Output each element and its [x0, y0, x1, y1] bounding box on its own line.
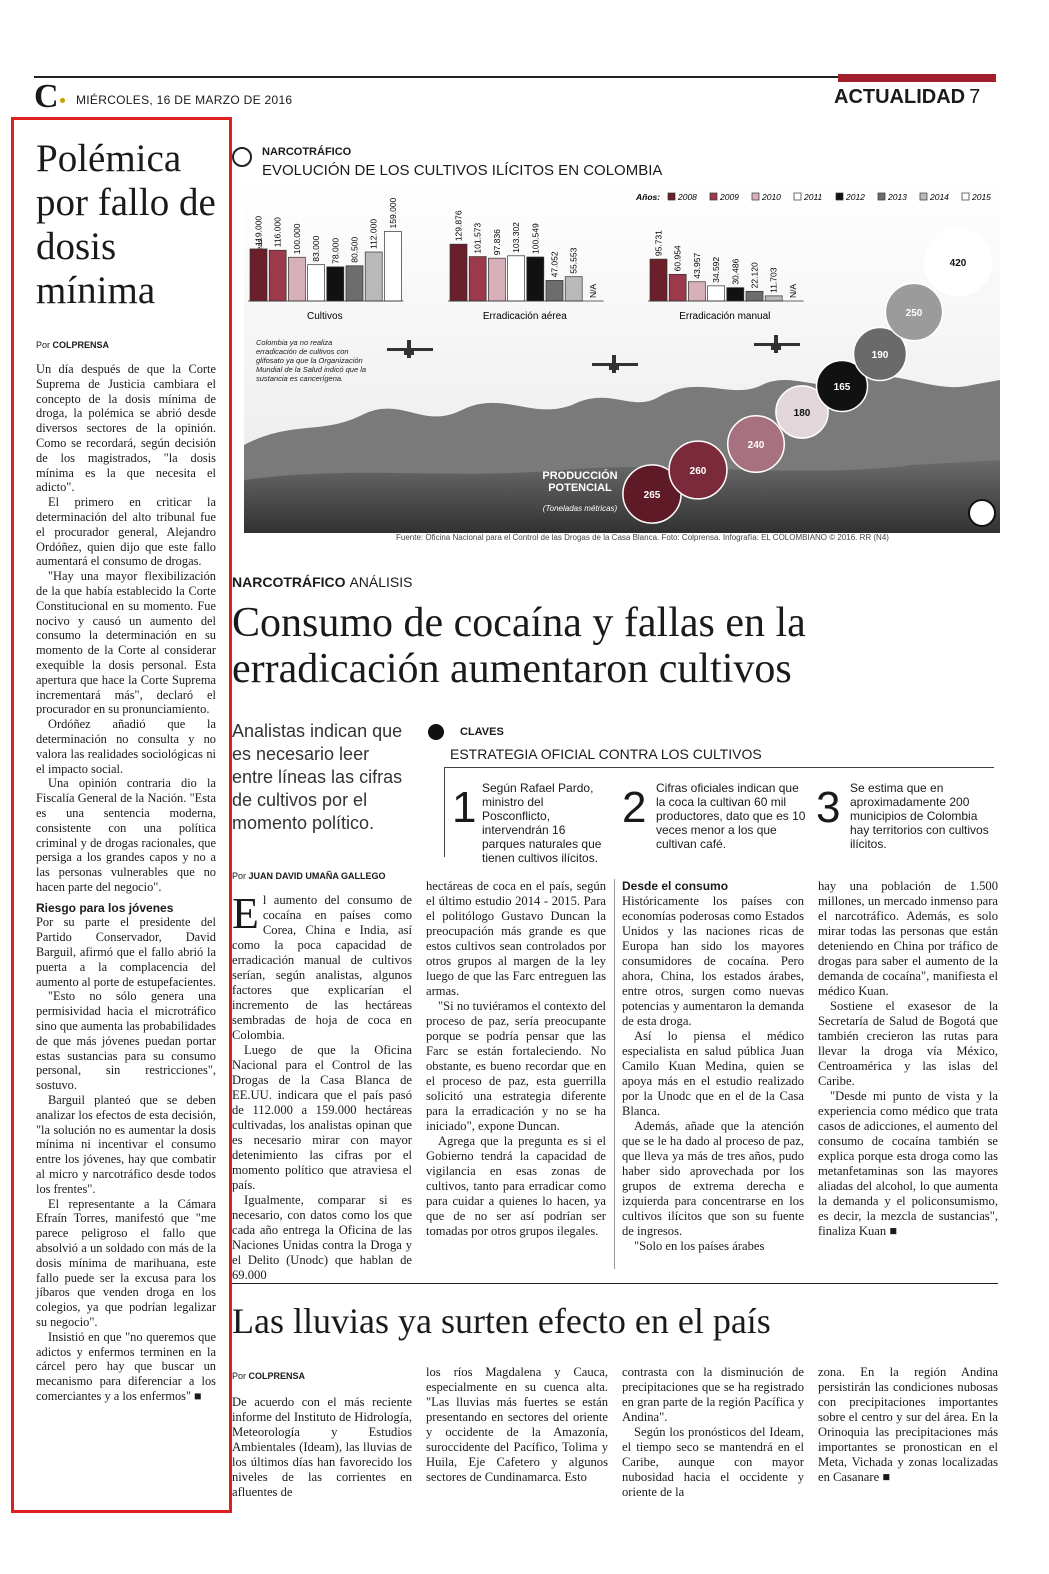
legend-title: Años:	[636, 192, 661, 202]
legend-swatch	[920, 193, 927, 200]
paragraph: "Solo en los países árabes	[634, 1239, 765, 1253]
bar-value-label: 112.000	[368, 218, 379, 249]
bar-value-label: 78.000	[330, 237, 341, 264]
paragraph: contrasta con la disminución de precipitaciones que se ha registrado en gran parte de la región Pacífica y Andina".	[622, 1365, 804, 1424]
clave-text: Según Rafael Pardo, ministro del Posconflicto, intervendrán 16 parques naturales que tienen cultivos ilícitos.	[482, 781, 602, 865]
paragraph: Luego de que la Oficina Nacional para el Control de las Drogas de la Casa Blanca de EE.UU. indicara que el país pasó de 112.000 a 159.000 hectáreas cultivadas, los analistas opinan que es necesario mirar con mayor detenimiento las cifras por el momento político que atraviesa el país.	[232, 1043, 412, 1192]
bar	[384, 231, 401, 301]
subhead: Riesgo para los jóvenes	[36, 900, 174, 915]
kicker-tag: ANÁLISIS	[349, 574, 413, 590]
clave-text: Se estima que en aproximadamente 200 municipios de Colombia hay territorios con cultivos ilícitos.	[850, 781, 989, 851]
claves-label: CLAVES	[460, 726, 504, 738]
paragraph: Así lo piensa el médico especialista en salud pública Juan Camilo Kuan Medina, quien se apoya más en el estudio realizado por la Unodc que en el de la Casa Blanca.	[622, 1029, 804, 1118]
left-byline	[36, 340, 109, 350]
bottom-column-3	[622, 1365, 804, 1500]
paragraph: hay una población de 1.500 millones, un mercado inmenso para el narcotráfico. Además, es solo mirar todas las personas que están deteniendo en China por tráfico de drogas para saber el aumento de la demanda de cocaína", manifiesta el médico Kuan.	[818, 879, 998, 998]
paragraph: Según los pronósticos del Ideam, el tiempo seco se mantendrá en el Caribe, aunque con mayor nubosidad hacia el occidente y oriente de la	[622, 1425, 804, 1499]
legend-label: 2010	[762, 192, 781, 202]
infographic-note: Colombia ya no realiza erradicación de cultivos con glifosato ya que la Organización Mundial de la Salud indicó que la sustancia es cancerígena.	[256, 338, 367, 383]
paragraph	[232, 889, 412, 1043]
clave-number: 3	[816, 783, 841, 832]
bar	[765, 296, 782, 301]
bar	[288, 257, 305, 301]
main-column-2	[426, 879, 606, 1239]
paragraph: Por su parte el presidente del Partido Conservador, David Barguil, afirmó que el fallo abrió la puerta a la complacencia del aumento al porte de estupefacientes.	[36, 915, 216, 989]
legend-swatch	[794, 193, 801, 200]
bar	[250, 249, 267, 301]
bar	[450, 244, 467, 301]
byline-author: COLPRENSA	[248, 1371, 306, 1381]
paragraph: Un día después de que la Corte Suprema de Justicia cambiara el concepto de la dosis mínima de droga, la polémica se abrió desde diversos sectores de la opinión. Como se recordará, según decisión de los magistrados, "la dosis mínima es la que necesita el adicto".	[36, 362, 216, 495]
paragraph: "Esto no sólo genera una permisividad hacia el microtráfico sino que aumenta las probabilidades de que más jóvenes puedan portar estas sustancias para su consumo personal, sin restricciones", sostuvo.	[36, 989, 216, 1093]
bar	[365, 252, 382, 301]
main-kicker	[232, 574, 412, 590]
bar-value-label: N/A	[587, 283, 598, 298]
bar	[546, 280, 563, 301]
bar	[746, 291, 763, 301]
paragraph: Históricamente los países con economías poderosas como Estados Unidos y las naciones ricas de Europa han sido los mayores consumidores de cocaína. Pero ahora, China, los estados árabes, entre otros, surgen como nuevas potencias y aumentaron la demanda de esta droga.	[622, 894, 804, 1028]
clave-number: 1	[452, 783, 477, 832]
bar-value-label: 116.000	[272, 217, 283, 248]
paragraph: De acuerdo con el más reciente informe del Instituto de Hidrología, Meteorología y Estudios Ambientales (Ideam), las lluvias de los últimos días han favorecido los niveles de las corrientes en afluentes de	[232, 1395, 412, 1499]
bottom-column-2	[426, 1365, 608, 1485]
logo-badge-icon	[969, 500, 995, 526]
bar	[508, 256, 525, 301]
page-number: 7	[969, 86, 981, 108]
paragraph: Ordóñez añadió que la determinación no consulta y no valora las realidades sociológicas ni el impacto social.	[36, 717, 216, 776]
bottom-article-rule	[232, 1283, 998, 1284]
subhead: Desde el consumo	[622, 879, 729, 893]
bubble-value-label: 420	[949, 258, 967, 269]
left-article-title: Polémica por fallo de dosis mínima	[36, 137, 216, 312]
kicker-text: NARCOTRÁFICO	[232, 574, 346, 590]
group-label: Cultivos	[307, 311, 343, 322]
column-divider	[614, 879, 615, 1269]
bar-value-label: 60.954	[672, 245, 683, 272]
legend-swatch	[878, 193, 885, 200]
main-byline	[232, 871, 386, 881]
section-name	[834, 86, 980, 109]
legend-swatch	[962, 193, 969, 200]
bar	[727, 288, 744, 301]
legend-swatch	[836, 193, 843, 200]
infographic-source: Fuente: Oficina Nacional para el Control de las Drogas de la Casa Blanca. Foto: Colprensa. Infografía: EL COLOMBIANO © 2016. RR (N4)	[396, 533, 889, 542]
paragraph: "Hay una mayor flexibilización de la que había establecido la Corte Constitucional en su momento. Fue nocivo y causó un aumento del consumo la determinación en su momento de la Corte al considerar exequible la dosis personal. Esta apertura que hace la Corte Suprema incrementará más", declaró el procurador en su pronunciamiento.	[36, 569, 216, 717]
bar-value-label: 103.302	[511, 222, 522, 253]
bar-value-label: 129.876	[453, 210, 464, 242]
bar-value-label: 55.553	[568, 247, 579, 274]
bubble-value-label: 265	[643, 490, 661, 501]
legend-swatch	[710, 193, 717, 200]
production-unit: (Toneladas métricas)	[542, 504, 618, 513]
legend-label: 2008	[678, 192, 697, 202]
clave-number: 2	[622, 783, 647, 832]
bar-value-label: 100.549	[530, 223, 541, 255]
clave-text: Cifras oficiales indican que la coca la cultivan 60 mil productores, dato que es 10 veces menor a los que cultivan café.	[656, 781, 806, 851]
group-label: Erradicación aérea	[482, 311, 567, 322]
byline-author: JUAN DAVID UMAÑA GALLEGO	[248, 871, 386, 881]
main-column-1	[232, 889, 412, 1283]
byline-prefix: Por	[232, 1371, 247, 1381]
claves-rule-vertical	[444, 767, 445, 857]
byline-prefix: Por	[36, 340, 51, 350]
claves-icon	[428, 724, 444, 740]
bar	[327, 267, 344, 301]
paragraph: El primero en criticar la determinación del alto tribunal fue el procurador general, Alejandro Ordóñez, quien dijo que este fallo aumentará el consumo de drogas.	[36, 495, 216, 569]
bottom-byline	[232, 1371, 305, 1381]
left-article-body	[36, 362, 216, 1404]
bar-value-label: 43.957	[691, 252, 702, 279]
bubble-value-label: 165	[833, 382, 851, 393]
bubble-value-label: 260	[689, 466, 707, 477]
issue-date: MIÉRCOLES, 16 DE MARZO DE 2016	[76, 93, 293, 107]
bubble-value-label: 240	[747, 440, 765, 451]
bar	[669, 274, 686, 301]
byline-prefix: Por	[232, 871, 247, 881]
bar	[346, 266, 363, 301]
paragraph: zona. En la región Andina persistirán las condiciones nubosas con precipitaciones importantes sobre el centro y sur del área. En la Orinoquia las precipitaciones más importantes se pronostican en el Meta, Vichada y zonas localizadas en Casanare ■	[818, 1365, 998, 1484]
bar	[488, 258, 505, 301]
legend-swatch	[668, 193, 675, 200]
infographic-kicker: NARCOTRÁFICO	[262, 146, 352, 158]
chart-legend	[635, 192, 991, 202]
bar	[708, 286, 725, 301]
section-label: ACTUALIDAD	[834, 86, 966, 108]
paragraph: Barguil planteó que se deben analizar los efectos de esta decisión, "la solución no es aumentar la dosis mínima ni incentivar el consumo entre los jóvenes, hay que combatir al micro y narcotráfico desde todos los frentes".	[36, 1093, 216, 1196]
bar	[688, 282, 705, 301]
bar-value-label: 100.000	[291, 223, 302, 255]
main-column-3	[622, 879, 804, 1254]
bar-value-label: 159.000	[387, 197, 398, 229]
paragraph: Igualmente, comparar si es necesario, con datos como los que cada año entrega la Oficina de las Naciones Unidas contra la Droga y el Delito (Unodc) que hablan de 69.000	[232, 1193, 412, 1282]
main-headline: Consumo de cocaína y fallas en la erradicación aumentaron cultivos	[232, 600, 806, 692]
legend-label: 2015	[972, 192, 991, 202]
dropcap: E	[232, 889, 259, 938]
paragraph: Sostiene el exasesor de la Secretaría de Salud de Bogotá que también crecieron las rutas para llevar la droga vía México, Centroamérica y las islas del Caribe.	[818, 999, 998, 1088]
bubble-value-label: 190	[871, 350, 889, 361]
production-label: PRODUCCIÓN POTENCIAL	[542, 470, 618, 494]
bubble-value-label: 180	[793, 408, 811, 419]
bubble-value-label: 250	[905, 308, 923, 319]
bar-value-label: 101.573	[472, 222, 483, 254]
bar	[269, 250, 286, 301]
bottom-column-4	[818, 1365, 998, 1485]
bar-value-label: 47.052	[549, 251, 560, 278]
bar	[308, 265, 325, 301]
paragraph: "Si no tuviéramos el contexto del proceso de paz, sería preocupante porque se podría pensar que las Farc se están fortaleciendo. No obstante, es bueno recordar que en el proceso de paz, esta guerrilla solicitó una estrategia diferente para la erradicación y no se ha iniciado", expone Duncan.	[426, 999, 606, 1133]
bar	[565, 277, 582, 301]
byline-author: COLPRENSA	[52, 340, 110, 350]
claves-title: ESTRATEGIA OFICIAL CONTRA LOS CULTIVOS	[450, 746, 762, 762]
bar-value-label: 80.500	[349, 236, 360, 263]
paragraph: "Desde mi punto de vista y la experiencia como médico que trata casos de adicciones, el aumento del consumo de cocaína también se explica porque esta droga como las metanfetaminas son las mayores aliadas del alcohol, lo que aumenta la demanda y el policonsumismo, es decir, la mezcla de sustancias", finaliza Kuan ■	[818, 1089, 998, 1238]
main-column-4	[818, 879, 998, 1239]
claves-rule	[444, 767, 994, 768]
paragraph: Una opinión contraria dio la Fiscalía General de la Nación. "Esta es una sentencia moderna, consistente con una política criminal y de drogas racionales, que persiga a los grandes capos y no a las personas vulnerables que no hacen parte del negocio".	[36, 776, 216, 894]
group-label: Erradicación manual	[679, 311, 771, 322]
bar	[650, 259, 667, 301]
newspaper-logo: C	[34, 78, 59, 115]
bar-value-label: 83.000	[311, 235, 322, 262]
paragraph: Insistió en que "no queremos que adictos y enfermos terminen en la cárcel pero hay que buscar un mecanismo para diferenciar a los comerciantes y a los enfermos" ■	[36, 1329, 216, 1403]
bar-value-label: 22.120	[749, 262, 760, 289]
legend-label: 2011	[804, 192, 823, 202]
paragraph: hectáreas de coca en el país, según el último estudio 2014 - 2015. Para el politólogo Gustavo Duncan la preocupación más grande es que estos cultivos sean controlados por otros grupos al margen de la ley luego de que las Farc entreguen las armas.	[426, 879, 606, 998]
paragraph: Agrega que la pregunta es si el Gobierno tendrá la capacidad de vigilancia en esas zonas de cultivos, tanto para erradicar como para cuidar a quienes lo hacen, ya que de no ser así podrían ser tomadas por otros grupos ilegales.	[426, 1134, 606, 1238]
infographic-title: EVOLUCIÓN DE LOS CULTIVOS ILÍCITOS EN COLOMBIA	[262, 162, 663, 179]
bar	[527, 257, 544, 301]
bar-value-label: 97.836	[491, 229, 502, 256]
bar-value-label: 95.731	[653, 230, 664, 257]
paragraph: Además, añade que la atención que se le ha dado al proceso de paz, que lleva ya más de tres años, pudo haber sido aprovechada por los grupos de extrema derecha e izquierda para concentrarse en los cultivos ilícitos que son su fuente de ingresos.	[622, 1119, 804, 1238]
main-dek: Analistas indican que es necesario leer entre líneas las cifras de cultivos por el momento político.	[232, 721, 403, 833]
section-accent-bar	[838, 74, 996, 82]
paragraph: El representante a la Cámara Efraín Torres, manifestó que "me parece peligroso el fallo que absolvió a un soldado con más de la dosis mínima de marihuana, este fallo puede ser la excusa para los jíbaros que venden droga en los colegios, ya que podrían legalizar su negocio".	[36, 1196, 216, 1329]
bar-value-label: 34.592	[711, 256, 722, 283]
bar-value-label: N/A	[787, 283, 798, 298]
paragraph: los ríos Magdalena y Cauca, especialmente en su cuenca alta. "Las lluvias más fuertes se están presentando en sectores del oriente y occidente de la Amazonía, suroccidente del Pacífico, Tolima y Huila, Eje Cafetero y algunos sectores de Cundinamarca. Esto	[426, 1365, 608, 1484]
bottom-column-1	[232, 1395, 412, 1500]
bar-value-label: 30.486	[730, 258, 741, 285]
logo-dot-icon	[60, 98, 65, 103]
legend-label: 2014	[930, 192, 949, 202]
legend-label: 2013	[888, 192, 907, 202]
paragraph-text: l aumento del consumo de cocaína en países como Corea, China e India, así como la poca capacidad de erradicación manual de cultivos serían, según analistas, algunos factores que explicarían el incremento de las hectáreas sembradas de hoja de coca en Colombia.	[232, 893, 412, 1042]
bar-value-label: 119.000	[253, 215, 264, 246]
bottom-headline: Las lluvias ya surten efecto en el país	[232, 1301, 771, 1341]
narco-icon	[232, 147, 252, 167]
bar-value-label: 11.703	[768, 267, 779, 293]
legend-label: 2012	[846, 192, 865, 202]
bar	[469, 257, 486, 301]
legend-label: 2009	[720, 192, 739, 202]
legend-swatch	[752, 193, 759, 200]
